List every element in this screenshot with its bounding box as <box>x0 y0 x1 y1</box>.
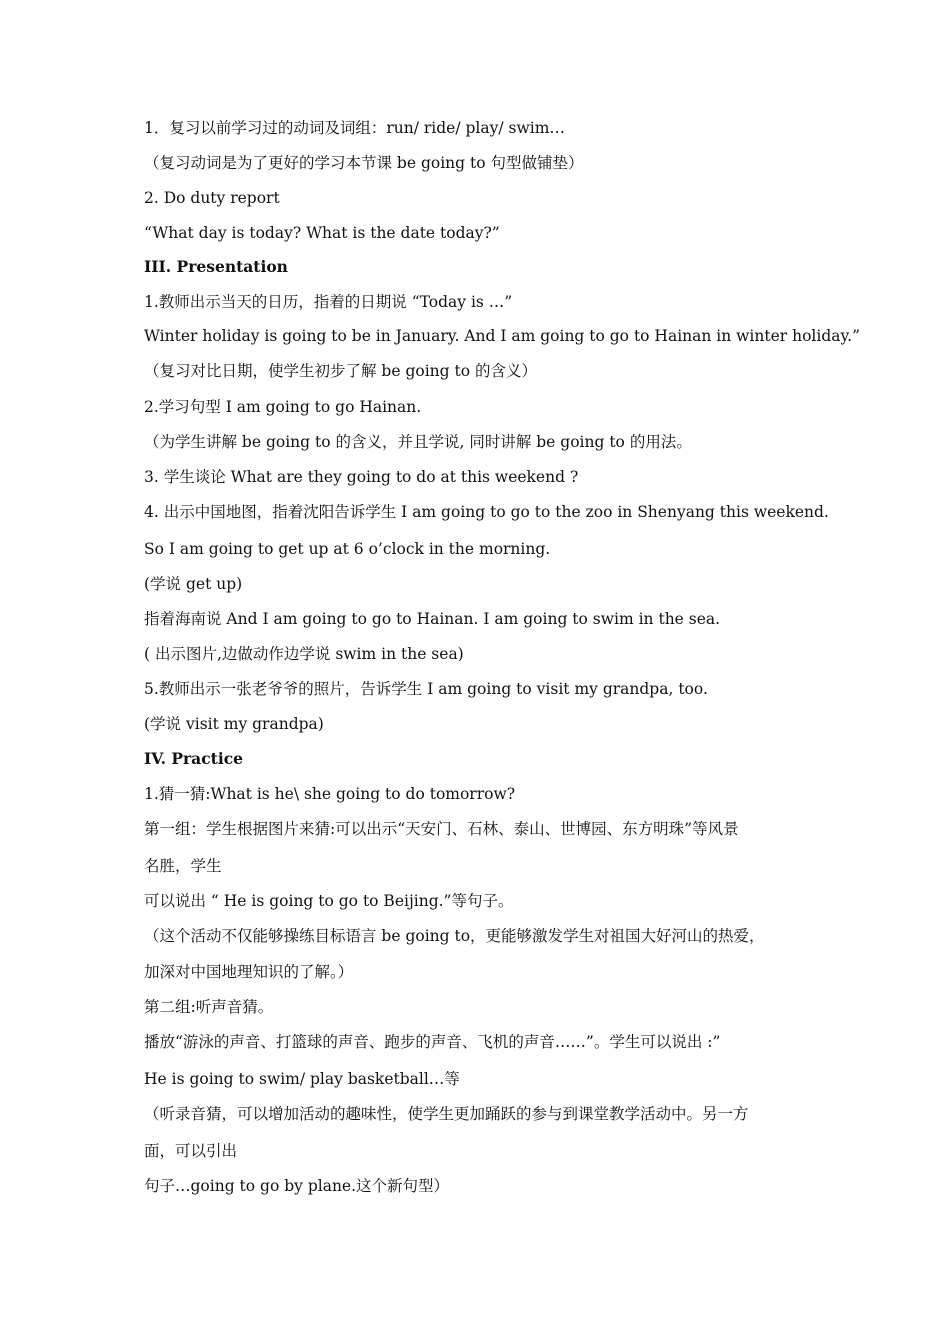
group-one-note-continued: 加深对中国地理知识的了解。） <box>144 963 354 981</box>
date-comparison-note: （复习对比日期，使学生初步了解 be going to 的含义） <box>144 362 537 380</box>
group-two-line: 第二组:听声音猜。 <box>144 998 274 1016</box>
visit-grandpa-note: (学说 visit my grandpa) <box>144 715 324 733</box>
presentation-step-3: 3. 学生谈论 What are they going to do at this weekend ? <box>144 468 579 486</box>
duty-report-line: 2. Do duty report <box>144 189 280 207</box>
group-two-note-continued: 面，可以引出 <box>144 1142 238 1160</box>
group-one-example: 可以说出 “ He is going to go to Beijing.”等句子。 <box>144 892 514 910</box>
group-one-note: （这个活动不仅能够操练目标语言 be going to，更能够激发学生对祖国大好河山的热爱， <box>144 927 765 945</box>
winter-holiday-line: Winter holiday is going to be in January. And I am going to go to Hainan in winter holiday.” <box>144 327 861 345</box>
section-heading-practice: IV. Practice <box>144 749 244 768</box>
review-verbs-line: 1．复习以前学习过的动词及词组：run/ ride/ play/ swim… <box>144 119 565 137</box>
presentation-step-1: 1.教师出示当天的日历，指着的日期说 “Today is …” <box>144 293 513 311</box>
presentation-step-2: 2.学习句型 I am going to go Hainan. <box>144 398 422 416</box>
presentation-step-5: 5.教师出示一张老爷爷的照片，告诉学生 I am going to visit my grandpa, too. <box>144 680 708 698</box>
get-up-sentence: So I am going to get up at 6 o’clock in the morning. <box>144 540 551 558</box>
group-two-example: He is going to swim/ play basketball…等 <box>144 1070 460 1088</box>
group-two-sounds-line: 播放“游泳的声音、打篮球的声音、跑步的声音、飞机的声音……”。学生可以说出 :” <box>144 1033 721 1051</box>
group-one-line: 第一组：学生根据图片来猜:可以出示“天安门、石林、泰山、世博园、东方明珠”等风景 <box>144 820 739 838</box>
hainan-swim-line: 指着海南说 And I am going to go to Hainan. I am going to swim in the sea. <box>144 610 721 628</box>
section-heading-presentation: III. Presentation <box>144 257 288 276</box>
new-sentence-pattern-line: 句子…going to go by plane.这个新句型） <box>144 1177 450 1195</box>
group-one-line-continued: 名胜，学生 <box>144 857 222 875</box>
group-two-note: （听录音猜，可以增加活动的趣味性，使学生更加踊跃的参与到课堂教学活动中。另一方 <box>144 1105 749 1123</box>
review-verbs-note: （复习动词是为了更好的学习本节课 be going to 句型做铺垫） <box>144 154 584 172</box>
be-going-to-explanation-note: （为学生讲解 be going to 的含义，并且学说, 同时讲解 be going to 的用法。 <box>144 433 692 451</box>
learn-get-up-note: (学说 get up) <box>144 575 243 593</box>
practice-step-1: 1.猜一猜:What is he\ she going to do tomorrow? <box>144 785 516 803</box>
swim-in-the-sea-note: ( 出示图片,边做动作边学说 swim in the sea) <box>144 645 464 663</box>
presentation-step-4: 4. 出示中国地图，指着沈阳告诉学生 I am going to go to the zoo in Shenyang this weekend. <box>144 503 829 521</box>
duty-report-question: “What day is today? What is the date today?” <box>144 224 500 242</box>
